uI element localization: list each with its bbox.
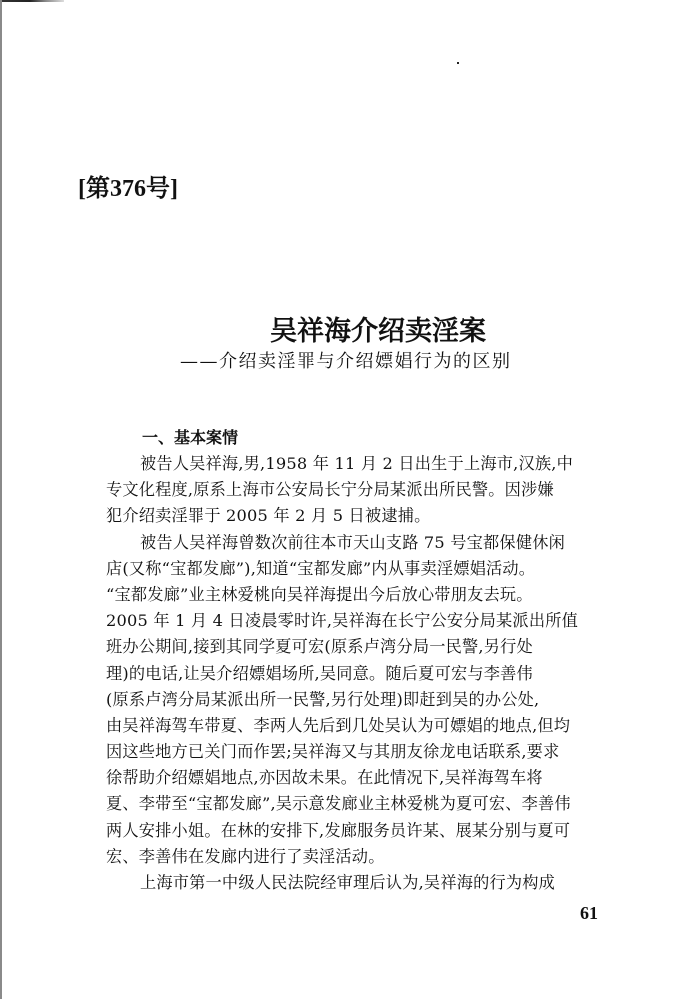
case-number: [第376号] <box>78 176 178 202</box>
text-line: 店(又称“宝都发廊”),知道“宝都发廊”内从事卖淫嫖娼活动。 <box>106 558 536 578</box>
page-left-edge <box>0 0 2 999</box>
text-line: 宏、李善伟在发廊内进行了卖淫活动。 <box>106 846 385 866</box>
case-subtitle: ——介绍卖淫罪与介绍嫖娼行为的区别 <box>180 351 512 372</box>
paragraph-2 <box>106 530 622 870</box>
body-text <box>106 425 622 896</box>
text-line: 2005 年 1 月 4 日凌晨零时许,吴祥海在长宁公安分局某派出所值 <box>106 611 578 631</box>
text-line: 专文化程度,原系上海市公安局长宁分局某派出所民警。因涉嫌 <box>106 480 554 500</box>
text-line: 两人安排小姐。在林的安排下,发廊服务员许某、展某分别与夏可 <box>106 820 571 840</box>
text-line: 因这些地方已关门而作罢;吴祥海又与其朋友徐龙电话联系,要求 <box>106 742 560 762</box>
text-line: 理)的电话,让吴介绍嫖娼场所,吴同意。随后夏可宏与李善伟 <box>106 663 533 683</box>
scan-artifact-top <box>2 0 64 2</box>
scan-speck <box>457 62 459 64</box>
text-line: 夏、李带至“宝都发廊”,吴示意发廊业主林爱桃为夏可宏、李善伟 <box>106 794 571 814</box>
text-line: 被告人吴祥海,男,1958 年 11 月 2 日出生于上海市,汉族,中 <box>140 454 573 473</box>
text-line: “宝都发廊”业主林爱桃向吴祥海提出今后放心带朋友去玩。 <box>106 584 533 604</box>
paragraph-3 <box>106 870 622 896</box>
paragraph-1 <box>106 451 622 530</box>
case-title: 吴祥海介绍卖淫案 <box>270 316 486 347</box>
section-heading: 一、基本案情 <box>142 428 239 447</box>
text-line: 上海市第一中级人民法院经审理后认为,吴祥海的行为构成 <box>140 873 556 892</box>
text-line: 犯介绍卖淫罪于 2005 年 2 月 5 日被逮捕。 <box>106 506 431 526</box>
page-number: 61 <box>580 903 598 923</box>
text-line: 班办公期间,接到其同学夏可宏(原系卢湾分局一民警,另行处 <box>106 637 533 657</box>
text-line: (原系卢湾分局某派出所一民警,另行处理)即赶到吴的办公处, <box>106 689 540 709</box>
text-line: 徐帮助介绍嫖娼地点,亦因故未果。在此情况下,吴祥海驾车将 <box>106 768 543 788</box>
text-line: 由吴祥海驾车带夏、李两人先后到几处吴认为可嫖娼的地点,但均 <box>106 715 571 735</box>
text-line: 被告人吴祥海曾数次前往本市天山支路 75 号宝都保健休闲 <box>140 532 565 552</box>
